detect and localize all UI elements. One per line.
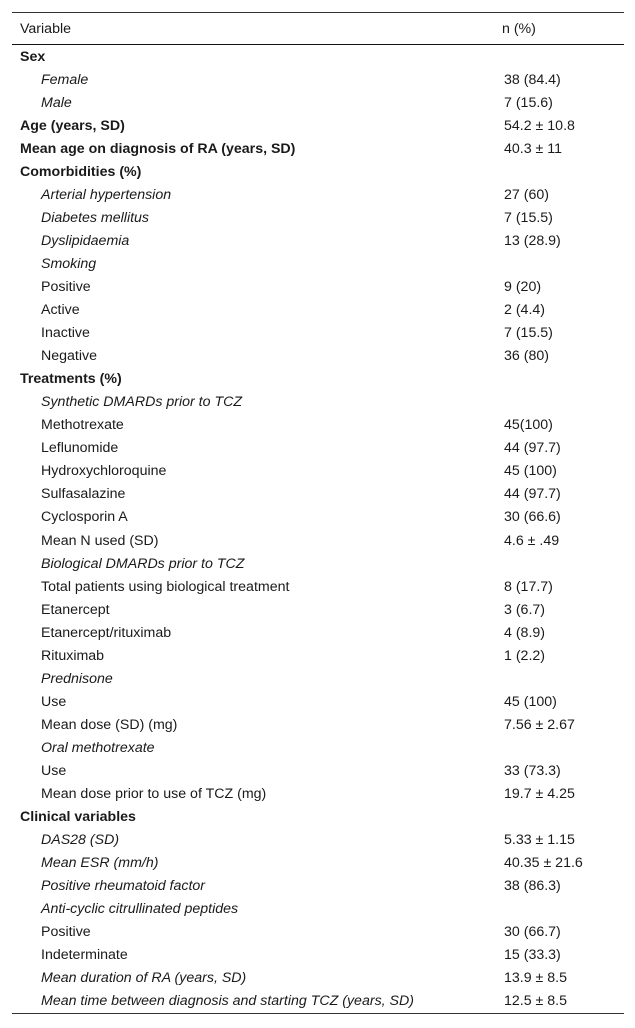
row-value: 5.33 ± 1.15 [504,832,575,849]
table-row [12,736,624,759]
row-label: Diabetes mellitus [41,209,150,226]
row-label: Cyclosporin A [41,509,128,526]
row-label: Mean dose (SD) (mg) [41,716,178,733]
table-row [12,391,624,414]
row-label: Age (years, SD) [20,117,125,134]
row-label: Inactive [41,325,90,342]
row-value [494,898,624,921]
table-row [12,875,624,898]
table-row [12,690,624,713]
table-row [12,667,624,690]
table-row [12,368,624,391]
table-row [12,990,624,1014]
table-row [12,898,624,921]
row-label: Positive [41,278,91,295]
row-value: 38 (86.3) [504,878,561,895]
row-value: 1 (2.2) [504,647,546,664]
table-row [12,414,624,437]
data-table-container [12,12,624,1014]
table-row [12,45,624,69]
row-value: 7.56 ± 2.67 [504,716,575,733]
row-label: Active [41,302,80,319]
table-row [12,806,624,829]
row-value: 54.2 ± 10.8 [504,117,575,134]
row-value [494,806,624,829]
row-value: 13.9 ± 8.5 [504,970,568,987]
row-value: 12.5 ± 8.5 [494,990,624,1014]
table-row [12,759,624,782]
row-value: 7 (15.6) [504,94,553,111]
row-value: 4.6 ± .49 [504,532,560,549]
table-row [12,460,624,483]
row-value [494,252,624,275]
row-value: 7 (15.5) [504,325,553,342]
table-row [12,621,624,644]
row-value: 4 (8.9) [504,624,546,641]
row-label: Sulfasalazine [41,486,126,503]
table-row [12,829,624,852]
table-row [12,345,624,368]
table-row [12,575,624,598]
row-value: 40.3 ± 11 [504,140,563,157]
table-row [12,275,624,298]
row-value [494,667,624,690]
row-value: 45(100) [504,417,553,434]
row-value [494,368,624,391]
row-value [494,45,624,69]
row-label: Hydroxychloroquine [41,463,167,480]
row-label: Methotrexate [41,417,124,434]
row-value: 45 (100) [504,693,557,710]
row-label: Use [41,693,67,710]
table-row [12,967,624,990]
row-value: 44 (97.7) [504,486,561,503]
row-value: 15 (33.3) [504,947,561,964]
table-row [12,229,624,252]
row-label: Etanercept/rituximab [41,624,172,641]
row-label: Rituximab [41,647,105,664]
table-row [12,322,624,345]
row-value: 27 (60) [504,186,549,203]
header-variable: Variable [12,13,494,45]
row-label: Indeterminate [41,947,128,964]
row-value: 7 (15.5) [504,209,553,226]
row-label: Clinical variables [20,809,136,826]
row-value: 33 (73.3) [504,762,561,779]
table-row [12,299,624,322]
table-row [12,529,624,552]
row-value: 36 (80) [504,348,549,365]
table-row [12,552,624,575]
row-label: Mean N used (SD) [41,532,159,549]
row-value: 3 (6.7) [504,601,546,618]
row-label: Mean duration of RA (years, SD) [41,970,247,987]
row-label: Anti-cyclic citrullinated peptides [41,901,239,918]
table-row [12,183,624,206]
row-label: Use [41,762,67,779]
row-label: Oral methotrexate [41,739,155,756]
row-label: Total patients using biological treatment [41,578,290,595]
table-row [12,252,624,275]
row-label: DAS28 (SD) [41,832,120,849]
row-label: Mean age on diagnosis of RA (years, SD) [20,140,296,157]
table-body [12,45,624,1014]
table-row [12,921,624,944]
row-label: Sex [20,48,46,65]
table-row [12,713,624,736]
row-label: Mean time between diagnosis and starting TCZ (years, SD) [12,990,494,1014]
row-label: Male [41,94,72,111]
table-row [12,944,624,967]
row-label: Prednisone [41,670,113,687]
table-row [12,506,624,529]
row-value: 13 (28.9) [504,232,561,249]
row-label: Arterial hypertension [41,186,172,203]
table-row [12,114,624,137]
row-label: Smoking [41,255,97,272]
table-header [12,13,624,45]
row-value [494,391,624,414]
row-value [494,736,624,759]
row-label: Synthetic DMARDs prior to TCZ [41,394,243,411]
row-label: Comorbidities (%) [20,163,142,180]
row-label: Leflunomide [41,440,119,457]
table-row [12,137,624,160]
row-label: Etanercept [41,601,110,618]
row-value: 30 (66.7) [504,924,561,941]
row-label: Treatments (%) [20,371,122,388]
row-value [494,160,624,183]
row-label: Female [41,71,89,88]
table-row [12,783,624,806]
row-label: Positive rheumatoid factor [41,878,206,895]
row-label: Mean dose prior to use of TCZ (mg) [41,786,267,803]
header-n-percent: n (%) [494,13,624,45]
table-row [12,91,624,114]
row-label: Mean ESR (mm/h) [41,855,159,872]
row-value: 9 (20) [504,278,542,295]
row-value: 2 (4.4) [504,302,546,319]
table-row [12,483,624,506]
row-value: 44 (97.7) [504,440,561,457]
table-row [12,437,624,460]
table-row [12,68,624,91]
row-label: Dyslipidaemia [41,232,130,249]
row-value: 38 (84.4) [504,71,561,88]
patient-characteristics-table [12,12,624,1014]
table-row [12,644,624,667]
row-label: Negative [41,348,97,365]
row-value: 45 (100) [504,463,557,480]
table-row [12,852,624,875]
table-row [12,160,624,183]
row-value: 30 (66.6) [504,509,561,526]
row-value [494,552,624,575]
header-row [12,13,624,45]
table-row [12,206,624,229]
row-label: Biological DMARDs prior to TCZ [41,555,245,572]
row-value: 8 (17.7) [504,578,553,595]
row-label: Positive [41,924,91,941]
table-row [12,598,624,621]
row-value: 40.35 ± 21.6 [504,855,583,872]
row-value: 19.7 ± 4.25 [504,786,575,803]
